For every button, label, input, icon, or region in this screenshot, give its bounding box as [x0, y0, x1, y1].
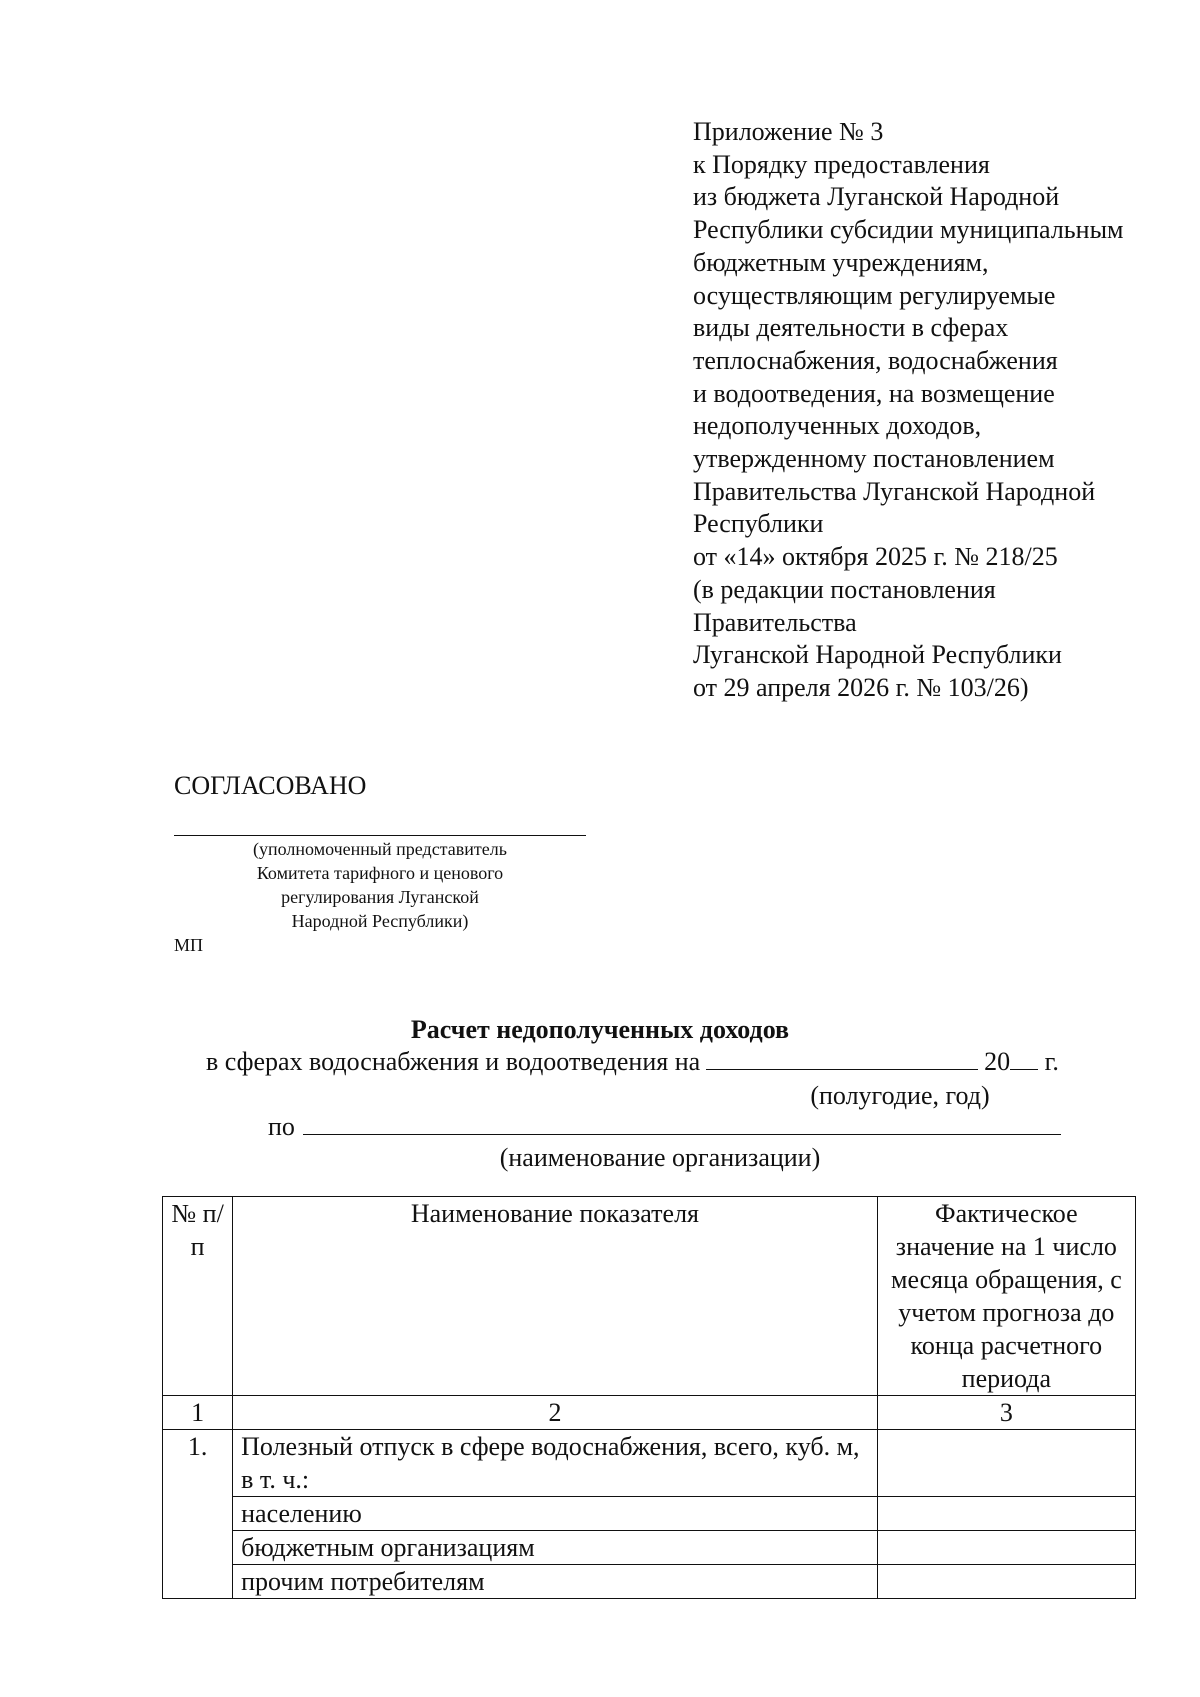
appendix-line: из бюджета Луганской Народной	[693, 182, 1060, 212]
header-indicator-name: Наименование показателя	[233, 1197, 878, 1396]
year-blank[interactable]	[1010, 1045, 1038, 1070]
appendix-line: Республики субсидии муниципальным	[693, 215, 1124, 245]
period-prefix: в сферах водоснабжения и водоотведения на	[206, 1047, 701, 1076]
calculation-period-line	[206, 1045, 1059, 1077]
signature-caption-line: регулирования Луганской	[281, 887, 479, 907]
appendix-line: недополученных доходов,	[693, 411, 982, 441]
appendix-header	[693, 116, 1173, 705]
period-caption: (полугодие, год)	[810, 1081, 990, 1110]
appendix-line: осуществляющим регулируемые	[693, 280, 1056, 310]
appendix-line: Правительства	[693, 607, 857, 637]
signature-line	[174, 835, 586, 836]
subrow-value-cell[interactable]	[877, 1497, 1135, 1531]
header-actual-value: Фактическое значение на 1 число месяца обращения, с учетом прогноза до конца расчетного периода	[877, 1197, 1135, 1396]
appendix-line: от 29 апреля 2026 г. № 103/26)	[693, 672, 1029, 702]
signature-caption-line: Комитета тарифного и ценового	[256, 863, 504, 883]
table-subrow	[163, 1531, 1136, 1565]
appendix-line: Приложение № 3	[693, 117, 884, 146]
appendix-line: теплоснабжения, водоснабжения	[693, 345, 1058, 375]
appendix-line: бюджетным учреждениям,	[693, 247, 989, 277]
period-blank[interactable]	[706, 1045, 978, 1070]
table-header-row	[163, 1197, 1136, 1396]
organization-caption: (наименование организации)	[499, 1143, 821, 1172]
subrow-value-cell[interactable]	[877, 1531, 1135, 1565]
appendix-line: виды деятельности в сферах	[693, 313, 1009, 343]
appendix-line: Республики	[693, 509, 824, 539]
column-number: 2	[233, 1396, 878, 1430]
signature-caption-line: Народной Республики)	[291, 911, 469, 931]
appendix-line: (в редакции постановления	[693, 574, 996, 604]
approval-title: СОГЛАСОВАНО	[174, 771, 367, 800]
organization-line	[268, 1110, 1061, 1142]
row-value-cell[interactable]	[877, 1430, 1135, 1497]
appendix-line: и водоотведения, на возмещение	[693, 378, 1055, 408]
subrow-label: прочим потребителям	[233, 1565, 878, 1599]
header-number: № п/п	[163, 1197, 233, 1396]
row-indicator-name: Полезный отпуск в сфере водоснабжения, всего, куб. м, в т. ч.:	[233, 1430, 878, 1497]
calculation-title: Расчет недополученных доходов	[410, 1015, 790, 1044]
organization-prefix: по	[268, 1112, 295, 1141]
subrow-value-cell[interactable]	[877, 1565, 1135, 1599]
signature-caption	[174, 837, 586, 933]
subrow-label: бюджетным организациям	[233, 1531, 878, 1565]
table-row	[163, 1430, 1136, 1497]
stamp-placeholder: МП	[174, 935, 204, 955]
appendix-line: Луганской Народной Республики	[693, 640, 1062, 670]
table-subrow	[163, 1565, 1136, 1599]
organization-blank[interactable]	[303, 1110, 1061, 1135]
subrow-label: населению	[233, 1497, 878, 1531]
appendix-line: утвержденному постановлением	[693, 444, 1055, 474]
column-number: 1	[163, 1396, 233, 1430]
signature-caption-line: (уполномоченный представитель	[253, 839, 507, 859]
column-number: 3	[877, 1396, 1135, 1430]
column-number-row	[163, 1396, 1136, 1430]
appendix-line: Правительства Луганской Народной	[693, 476, 1096, 506]
year-suffix: г.	[1044, 1047, 1059, 1076]
table-subrow	[163, 1497, 1136, 1531]
row-number: 1.	[163, 1430, 233, 1599]
calculation-table	[162, 1196, 1136, 1599]
appendix-line: к Порядку предоставления	[693, 149, 990, 179]
year-prefix: 20	[984, 1047, 1011, 1076]
appendix-line: от «14» октября 2025 г. № 218/25	[693, 542, 1058, 572]
